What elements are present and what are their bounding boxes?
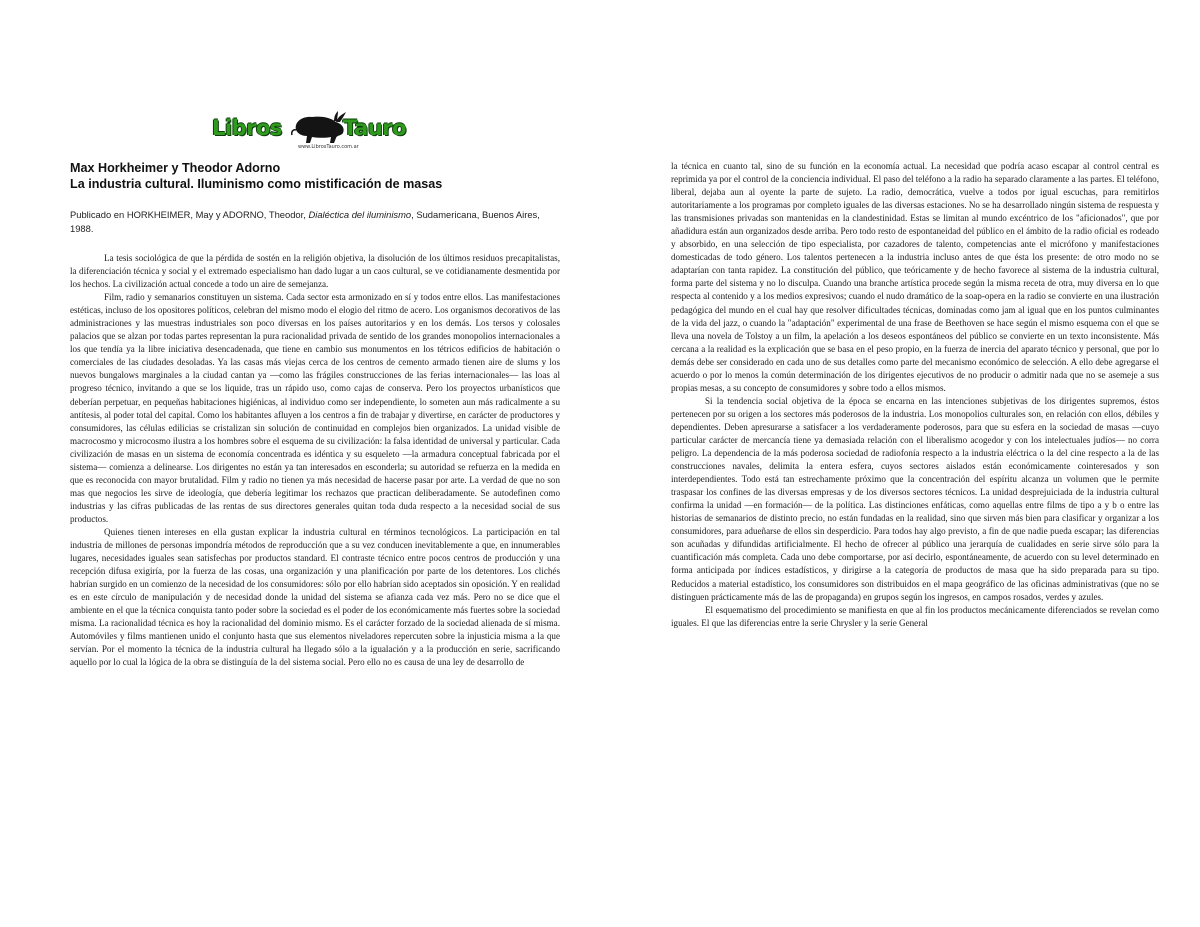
work-title: La industria cultural. Iluminismo como mistificación de masas (70, 177, 443, 191)
libros-tauro-logo (210, 108, 410, 152)
right-text-column (671, 160, 1159, 630)
document-heading (70, 160, 570, 192)
logo-word-libros: Libros (212, 116, 282, 140)
paragraph: Quienes tienen intereses en ella gustan explicar la industria cultural en términos tecnológicos. La participación en tal industria de millones de personas impondría métodos de reproducción que a su vez conducen inevitablemente a que, en innumerables lugares, necesidades iguales sean satisfechas por productos standard. El contraste técnico entre pocos centros de producción y una recepción difusa exigiría, por la fuerza de las cosas, una organización y una planificación por parte de los detentores. Los clichés habrían surgido en un comienzo de la necesidad de los consumidores: sólo por ello habrían sido aceptados sin oposición. Y en realidad es en este círculo de manipulación y de necesidad donde la unidad del sistema se afianza cada vez más. Pero no se dice que el ambiente en el que la técnica conquista tanto poder sobre la sociedad es el poder de los económicamente más fuertes sobre la sociedad misma. La racionalidad técnica es hoy la racionalidad del dominio mismo. Es el carácter forzado de la sociedad alienada de sí misma. Automóviles y films mantienen unido el conjunto hasta que sus elementos niveladores repercuten sobre la injusticia misma a la que servían. Por el momento la técnica de la industria cultural ha llegado sólo a la igualación y a la producción en serie, sacrificando aquello por lo cual la lógica de la obra se distinguía de la del sistema social. Pero ello no es causa de una ley de desarrollo de (70, 526, 560, 668)
source-suffix: , Sudamericana, Buenos Aires, 1988. (70, 209, 540, 234)
left-text-column (70, 252, 560, 670)
logo-url: www.LibrosTauro.com.ar (298, 144, 359, 150)
paragraph: Film, radio y semanarios constituyen un sistema. Cada sector esta armonizado en sí y todos entre ellos. Las manifestaciones estéticas, incluso de los opositores políticos, celebran del mismo modo el elogio del ritmo de acero. Los organismos decorativos de las administraciones y las muestras industriales son poco diversas en los países autoritarios y en los demás. Los tersos y colosales palacios que se alzan por todas partes representan la pura racionalidad privada de sentido de los grandes monopolios internacionales a los que tendía ya la libre iniciativa desencadenada, que tiene en cambio sus monumentos en los tétricos edificios de habitación o comerciales de las ciudades desoladas. Ya las casas más viejas cerca de los centros de cemento armado tienen aire de slums y los nuevos bungalows marginales a la ciudad cantan ya —como las frágiles construcciones de las ferias internacionales— las loas al progreso técnico, invitando a que se los liquide, tras un rápido uso, como cajas de conserva. Pero los proyectos urbanísticos que deberían perpetuar, en pequeñas habitaciones higiénicas, al individuo como ser independiente, lo someten aun más radicalmente a su antítesis, al poder total del capital. Como los habitantes afluyen a los centros a fin de trabajar y divertirse, en carácter de productores y consumidores, las células edilicias se cristalizan sin solución de continuidad en complejos bien organizados. La unidad visible de macrocosmo y microcosmo ilustra a los hombres sobre el esquema de su civilización: la falsa identidad de universal y particular. Cada civilización de masas en un sistema de economía concentrada es idéntica y su esqueleto —la armadura conceptual fabricada por el sistema— comienza a delinearse. Los dirigentes no están ya tan interesados en esconderla; su autoridad se refuerza en la medida en que es reconocida con mayor brutalidad. Film y radio no tienen ya más necesidad de hacerse pasar por arte. La verdad de que no son mas que negocios les sirve de ideología, que debería legitimar los rechazos que practican deliberadamente. Se autodefinen como industrias y las cifras publicadas de las rentas de sus directores generales quitan toda duda respecto a la necesidad social de sus productos. (70, 292, 560, 524)
paragraph: la técnica en cuanto tal, sino de su función en la economía actual. La necesidad que podría acaso escapar al control central es reprimida ya por el control de la conciencia individual. El paso del teléfono a la radio ha separado claramente a las partes. El teléfono, liberal, dejaba aun al oyente la parte de sujeto. La radio, democrática, vuelve a todos por igual escuchas, para remitirlos autoritariamente a los programas por completo iguales de las diversas estaciones. No se ha desarrollado ningún sistema de respuesta y las transmisiones privadas son mantenidas en la clandestinidad. Estas se limitan al mundo excéntrico de los "aficionados", que por añadidura están aun organizados desde arriba. Pero todo resto de espontaneidad del público en el ámbito de la radio oficial es rodeado y absorbido, en una selección de tipo especialista, por cazadores de talento, competencias ante el micrófono y manifestaciones domesticadas de todo género. Los talentos pertenecen a la industria incluso antes de que ésta los presente: de otro modo no se adaptarían con tanta rapidez. La constitución del público, que teóricamente y de hecho favorece al sistema de la industria cultural, forma parte del sistema y no lo disculpa. Cuando una branche artística procede según la misma receta de otra, muy diversa en lo que respecta al contenido y a los medios expresivos; cuando el nudo dramático de la soap-opera en la radio se convierte en una ilustración pedagógica del mundo en el cual hay que resolver dificultades técnicas, dominadas como jam al igual que en los puntos culminantes de la vida del jazz, o cuando la "adaptación" experimental de una frase de Beethoven se hace según el mismo esquema con el que se lleva una novela de Tolstoy a un film, la apelación a los deseos espontáneos del público se convierte en un texto inconsistente. Más cercana a la realidad es la explicación que se basa en el peso propio, en la fuerza de inercia del aparato técnico y personal, que por lo demás debe ser considerado en cada uno de sus detalles como parte del mecanismo económico de selección. A ello debe agregarse el acuerdo o por lo menos la común determinación de los dirigentes ejecutivos de no producir o admitir nada que no se asemeje a sus propias mesas, a su concepto de consumidores y sobre todo a ellos mismos. (671, 161, 1159, 393)
source-book-title: Dialéctica del iluminismo (308, 209, 412, 220)
source-citation (70, 208, 560, 236)
paragraph: El esquematismo del procedimiento se manifiesta en que al fin los productos mecánicamente diferenciados se revelan como iguales. El que las diferencias entre la serie Chrysler y la serie General (671, 604, 1159, 628)
authors-line: Max Horkheimer y Theodor Adorno (70, 161, 281, 175)
logo-word-tauro: Tauro (343, 116, 407, 140)
paragraph: La tesis sociológica de que la pérdida de sostén en la religión objetiva, la disolución de los últimos residuos precapitalistas, la diferenciación técnica y social y el extremado especialismo han dado lugar a un caos cultural, se ve cotidianamente desmentida por los hechos. La civilización actual concede a todo un aire de semejanza. (70, 253, 560, 290)
source-prefix: Publicado en HORKHEIMER, May y ADORNO, Theodor, (70, 209, 309, 220)
bull-icon (290, 108, 348, 146)
paragraph: Si la tendencia social objetiva de la época se encarna en las intenciones subjetivas de los dirigentes supremos, éstos pertenecen por su origen a los sectores más poderosos de la industria. Los monopolios culturales son, en relación con ellos, débiles y dependientes. Deben apresurarse a satisfacer a los verdaderamente poderosos, para que su esfera en la sociedad de masas —cuyo particular carácter de mercancía tiene ya demasiada relación con el liberalismo acogedor y con los intelectuales judíos— no corra peligro. La dependencia de la más poderosa sociedad de radiofonía respecto a la industria eléctrica o la del cine respecto a la de las construcciones navales, delimita la entera esfera, cuyos sectores aislados están económicamente cointeresados y son interdependientes. Todo está tan estrechamente próximo que la concentración del espíritu alcanza un volumen que le permite traspasar los confines de las diversas empresas y de los diversos sectores técnicos. La unidad desprejuiciada de la industria cultural confirma la unidad —en formación— de la política. Las distinciones enfáticas, como aquellas entre films de tipo a y b o entre las historias de semanarios de distinto precio, no están fundadas en la realidad, sino que sirven más bien para clasificar y organizar a los consumidores, para adueñarse de ellos sin desperdicio. Para todos hay algo previsto, a fin de que nadie pueda escapar; las diferencias son acuñadas y difundidas artificialmente. El hecho de ofrecer al público una jerarquía de cualidades en serie sirve sólo para la cuantificación más completa. Cada uno debe comportarse, por así decirlo, espontáneamente, de acuerdo con su level determinado en forma anticipada por índices estadísticos, y dirigirse a la categoría de productos de masa que ha sido preparada para su tipo. Reducidos a material estadístico, los consumidores son distribuidos en el mapa geográfico de las oficinas administrativas (que no se distinguen prácticamente más de las de propaganda) en grupos según los ingresos, en campos rosados, verdes y azules. (671, 395, 1159, 602)
